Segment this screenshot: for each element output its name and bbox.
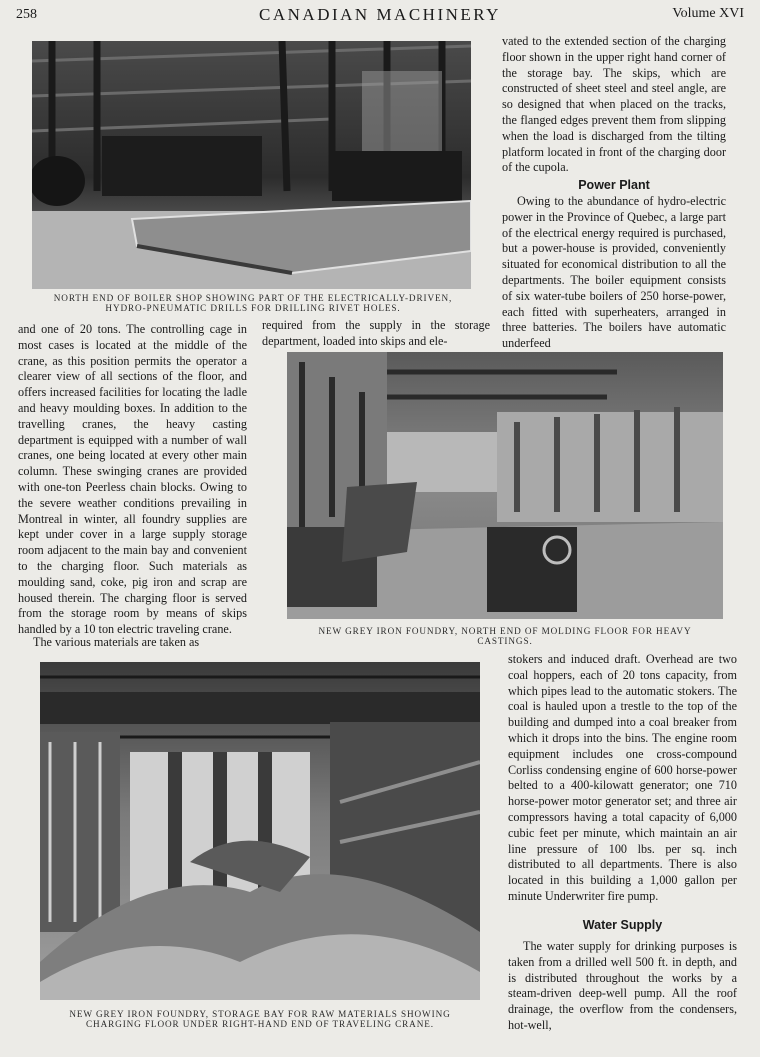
- boiler-shop-photo: [32, 41, 471, 289]
- molding-floor-photo: [287, 352, 723, 619]
- boiler-shop-caption: [28, 293, 478, 313]
- water-supply-text: The water supply for drinking purposes is taken from a drilled well 500 ft. in depth, and is distributed throughout the works by a steam-driven deep-well pump. All the roof drainage, the overflow from the condensers, hot-well,: [508, 939, 737, 1032]
- middle-column-text: required from the supply in the storage department, loaded into skips and ele-: [262, 318, 490, 348]
- power-plant-heading: Power Plant: [578, 178, 650, 192]
- caption-line: CASTINGS.: [477, 636, 533, 646]
- molding-floor-caption: [287, 626, 723, 646]
- caption-line: NEW GREY IRON FOUNDRY, NORTH END OF MOLDING FLOOR FOR HEAVY: [318, 626, 692, 636]
- caption-line: NORTH END OF BOILER SHOP SHOWING PART OF THE ELECTRICALLY-DRIVEN,: [53, 293, 453, 303]
- water-supply-heading: Water Supply: [582, 918, 663, 932]
- storage-bay-caption: [40, 1009, 480, 1029]
- left-column-last-line: The various materials are taken as: [33, 635, 200, 649]
- left-column-text: and one of 20 tons. The controlling cage in most cases is located at the middle of the crane, as this position permits the operator a clearer view of all sections of the floor, and offers increased facilities for locating the ladle and heavy moulding boxes. In addition to the travelling cranes, the heavy casting department is equipped with a number of wall cranes, one being located at every other main column. These swinging cranes are provided with one-ton Peerless chain blocks. Owing to the severe weather conditions prevailing in Montreal in winter, all foundry supplies are kept under cover in a large supply storage room adjacent to the main bay and convenient to the charging floor. Such materials as moulding sand, coke, pig iron and scrap are housed therein. The charging floor is served from the storage room by means of skips handled by a 10 ton electric traveling crane.: [18, 322, 247, 637]
- caption-line: NEW GREY IRON FOUNDRY, STORAGE BAY FOR RAW MATERIALS SHOWING: [69, 1009, 451, 1019]
- caption-line: HYDRO-PNEUMATIC DRILLS FOR DRILLING RIVET HOLES.: [105, 303, 401, 313]
- page-number: 258: [16, 7, 37, 22]
- right-column-top-text: vated to the extended section of the charging floor shown in the upper right hand corner of the storage bay. The skips, which are constructed of sheet steel and steel angle, are so designed that when placed on the tracks, the flanged edges prevent them from slipping when the load is discharged from the tilting platform located in front of the charging door of the cupola.: [502, 34, 726, 175]
- storage-bay-photo: [40, 662, 480, 1000]
- journal-title: CANADIAN MACHINERY: [259, 5, 501, 24]
- volume-label: Volume XVI: [672, 6, 744, 21]
- caption-line: CHARGING FLOOR UNDER RIGHT-HAND END OF TRAVELING CRANE.: [86, 1019, 434, 1029]
- power-plant-continued-text: stokers and induced draft. Overhead are two coal hoppers, each of 20 tons capacity, from which pipes lead to the automatic stokers. The coal is hauled upon a trestle to the top of the building and dumped into a coal breaker from which it drops into the bins. The engine room equipment includes one cross-compound Corliss condensing engine of 600 horse-power belted to a 400-kilowatt generator; one 710 horse-power motor generator set; and three air compressors having a total capacity of 6,000 cubic feet per minute, which maintain an air line pressure of 100 lbs. per sq. inch distributed to all departments. There is also located in this building a 1,000 gallon per minute Underwriter fire pump.: [508, 652, 737, 903]
- power-plant-text: Owing to the abundance of hydro-electric power in the Province of Quebec, a large part of the electrical energy required is purchased, but a power-house is provided, conveniently situated for economical distribution to all the departments. The boiler equipment consists of six water-tube boilers of 250 horse-power, each fitted with superheaters, arranged in three batteries. The boilers have automatic underfeed: [502, 194, 726, 351]
